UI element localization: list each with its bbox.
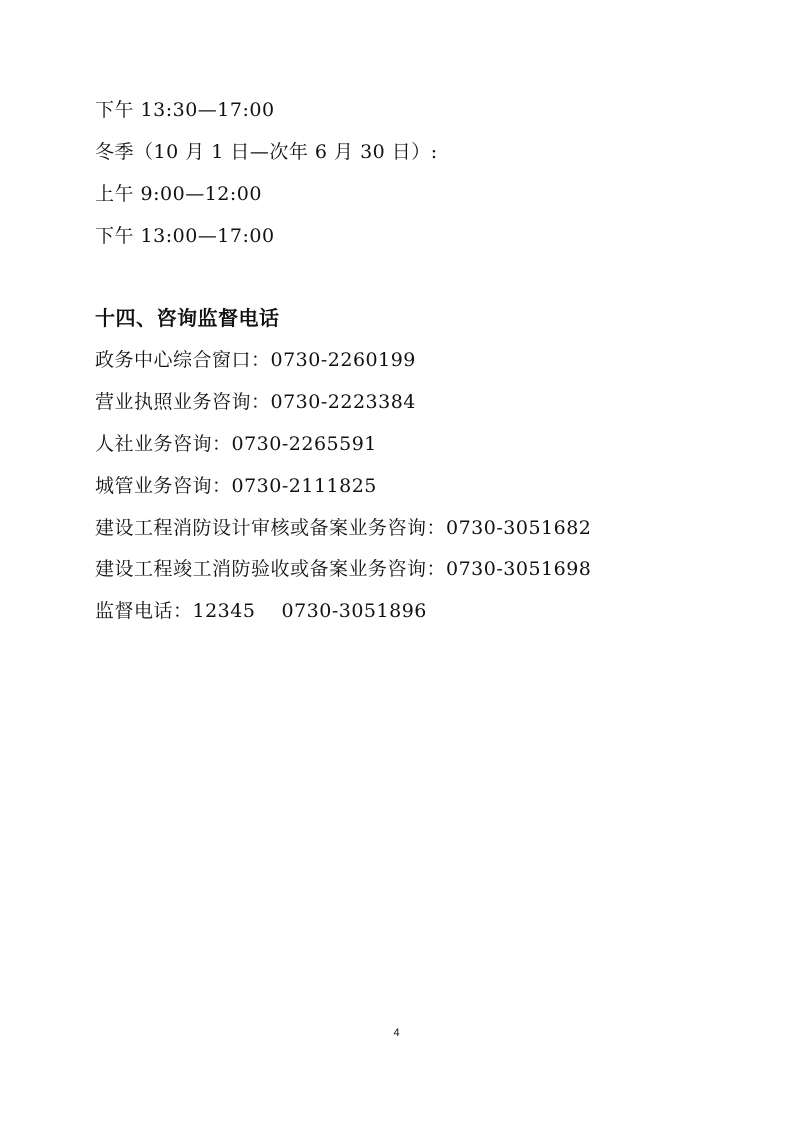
phone-item-urban-management: 城管业务咨询：0730-2111825 [95, 475, 377, 497]
phone-item-supervision: 监督电话：12345 0730-3051896 [95, 600, 427, 622]
summer-afternoon-hours: 下午 13:30—17:00 [95, 99, 275, 121]
winter-season-title: 冬季（10 月 1 日—次年 6 月 30 日）: [95, 141, 438, 163]
winter-afternoon-hours: 下午 13:00—17:00 [95, 225, 275, 247]
phone-item-business-license: 营业执照业务咨询：0730-2223384 [95, 391, 416, 413]
section-heading-consultation-phones: 十四、咨询监督电话 [95, 306, 280, 330]
winter-morning-hours: 上午 9:00—12:00 [95, 183, 262, 205]
page-number: 4 [393, 1027, 400, 1039]
phone-item-fire-design-review: 建设工程消防设计审核或备案业务咨询：0730-3051682 [95, 517, 592, 539]
phone-item-gov-center: 政务中心综合窗口：0730-2260199 [95, 349, 416, 371]
phone-item-fire-acceptance: 建设工程竣工消防验收或备案业务咨询：0730-3051698 [95, 558, 592, 580]
phone-item-social-security: 人社业务咨询：0730-2265591 [95, 433, 377, 455]
